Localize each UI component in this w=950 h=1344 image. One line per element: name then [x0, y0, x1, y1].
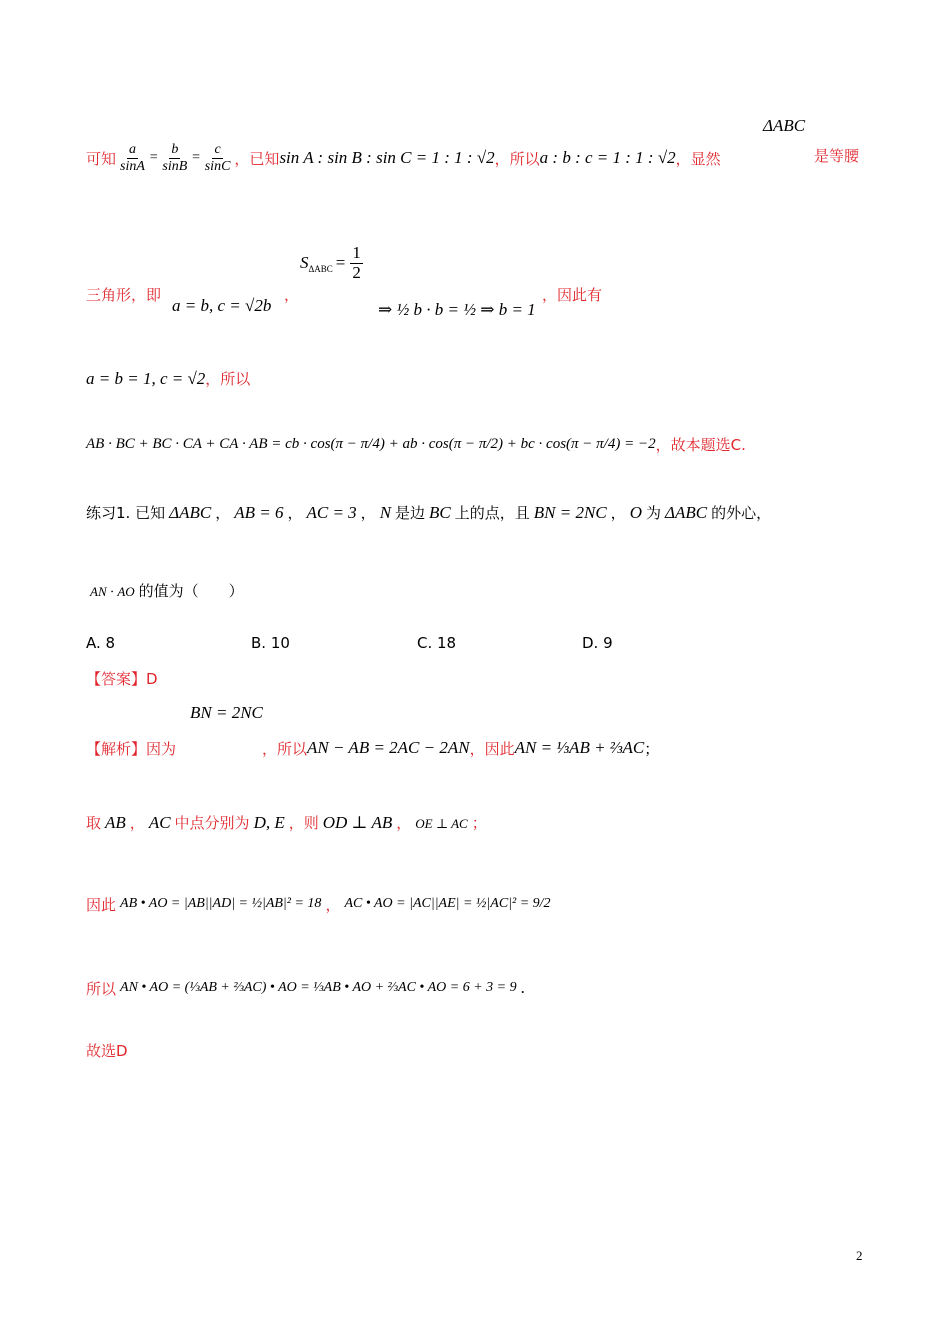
od-perp-ab: OD ⊥ AB	[322, 813, 393, 832]
analysis-end: ；	[644, 739, 660, 758]
exercise-n: N	[379, 503, 392, 522]
midpoint-ac: AC	[148, 813, 171, 832]
triangle-abc-label: ΔABC	[763, 116, 806, 135]
ac-dot-ao: AC • AO = |AC||AE| = ½|AC|² = 9/2	[344, 896, 551, 911]
final-computation: AN • AO = (⅓AB + ⅔AC) • AO = ⅓AB • AO + ⅔AC • AO = 6 + 3 = 9	[120, 980, 517, 995]
exercise-triangle-2: ΔABC	[664, 503, 708, 522]
option-c: C. 18	[417, 634, 457, 652]
exercise-for: 为	[645, 504, 661, 522]
exercise-on-point: 上的点，且	[454, 504, 530, 522]
exercise-is-on: 是边	[395, 504, 426, 522]
exercise-circumcenter: 的外心，	[711, 504, 772, 522]
analysis-bn: BN = 2NC	[190, 703, 263, 722]
line2-comma: ，	[284, 286, 300, 304]
exercise-statement: 练习1. 已知 ΔABC ， AB = 6 ， AC = 3 ， N 是边 BC 上的点，且 BN = 2NC ， O 为 ΔABC 的外心，	[86, 503, 772, 522]
exercise-dot-product: AN ⋅ AO	[90, 584, 135, 599]
line2-tail: ，因此有	[542, 286, 603, 304]
exercise-value-of: 的值为（ ）	[138, 582, 244, 600]
midpoint-ab: AB	[105, 813, 126, 832]
exercise-ac: AC = 3	[306, 503, 357, 522]
line3-tail: ，所以	[205, 370, 251, 388]
dot-product-sum: AB · BC + BC · CA + CA · AB = cb · cos(π − π/4) + ab · cos(π − π/2) + bc · cos(π − π/4) = −2	[86, 436, 656, 452]
sides-equation: a = b, c = √2b	[172, 296, 272, 315]
area-expression: S ΔABC = $\frac{1}{2}$	[300, 243, 361, 282]
exercise-bn: BN = 2NC	[533, 503, 607, 522]
vector-equation-2: AN = ⅓AB + ⅔AC	[514, 738, 645, 757]
exercise-triangle: ΔABC	[169, 503, 212, 522]
so-line: 所以 AN • AO = (⅓AB + ⅔AC) • AO = ⅓AB • AO + ⅔AC • AO = 6 + 3 = 9 .	[86, 978, 525, 998]
page-number: 2	[856, 1248, 863, 1263]
midpoint-line: 取 AB ， AC 中点分别为 D, E ，则 OD ⊥ AB ， OE ⊥ AC ；	[86, 813, 487, 832]
therefore-lead: 因此	[86, 895, 117, 914]
exercise-bc: BC	[429, 503, 451, 522]
conclusion: 故选D	[86, 1042, 128, 1060]
line-1	[86, 138, 721, 178]
answer-label: 【答案】	[86, 670, 147, 688]
line2-lead: 三角形，即	[86, 286, 162, 304]
exercise-ab: AB = 6	[234, 503, 284, 522]
so-text: ，所以	[494, 149, 540, 168]
ratio-equation: $\frac{a}{\sin A}$ = $\frac{b}{\sin B}$ = $\frac{c}{\sin C}$	[120, 142, 231, 174]
side-values: a = b = 1, c = √2	[86, 368, 206, 388]
side-ratio: a : b : c = 1 : 1 : √2	[539, 148, 676, 167]
option-a: A. 8	[86, 634, 116, 652]
isosceles-text: 是等腰	[814, 147, 860, 165]
analysis-so: ，所以	[262, 739, 308, 758]
ab-dot-ao: AB • AO = |AB||AD| = ½|AB|² = 18	[120, 896, 322, 911]
line-4	[86, 434, 746, 455]
analysis-thus: ，因此	[469, 739, 515, 758]
midpoint-de: D, E	[253, 813, 285, 832]
oe-perp-ac: OE ⊥ AC	[415, 816, 468, 831]
then-text: ，则	[288, 814, 319, 832]
option-b: B. 10	[251, 634, 290, 652]
answer-value: D	[146, 670, 158, 688]
exercise-question	[90, 580, 244, 601]
analysis-label: 【解析】	[86, 739, 147, 758]
implication-chain: ⇒ ½ b · b = ½ ⇒ b = 1	[378, 300, 536, 319]
take-text: 取	[86, 814, 102, 832]
line4-tail: ，故本题选C.	[655, 436, 746, 454]
line-3	[86, 368, 250, 389]
analysis-line	[86, 728, 659, 768]
exercise-label: 练习1. 已知	[86, 504, 166, 522]
lead-text: 可知	[86, 149, 117, 168]
answer-line	[86, 668, 158, 689]
known-text: ，已知	[234, 149, 280, 168]
because-text: 因为	[146, 739, 177, 758]
therefore-line: 因此 AB • AO = |AB||AD| = ½|AB|² = 18 ， AC • AO = |AC||AE| = ½|AC|² = 9/2	[86, 895, 551, 914]
so-lead: 所以	[86, 979, 117, 998]
vector-equation-1: AN − AB = 2AC − 2AN	[307, 738, 470, 757]
option-d: D. 9	[582, 634, 613, 652]
exercise-o: O	[629, 503, 642, 522]
obviously-text: ，显然	[675, 149, 721, 168]
sin-ratio: sin A : sin B : sin C = 1 : 1 : √2	[279, 148, 495, 167]
midpoints-text: 中点分别为	[174, 814, 250, 832]
